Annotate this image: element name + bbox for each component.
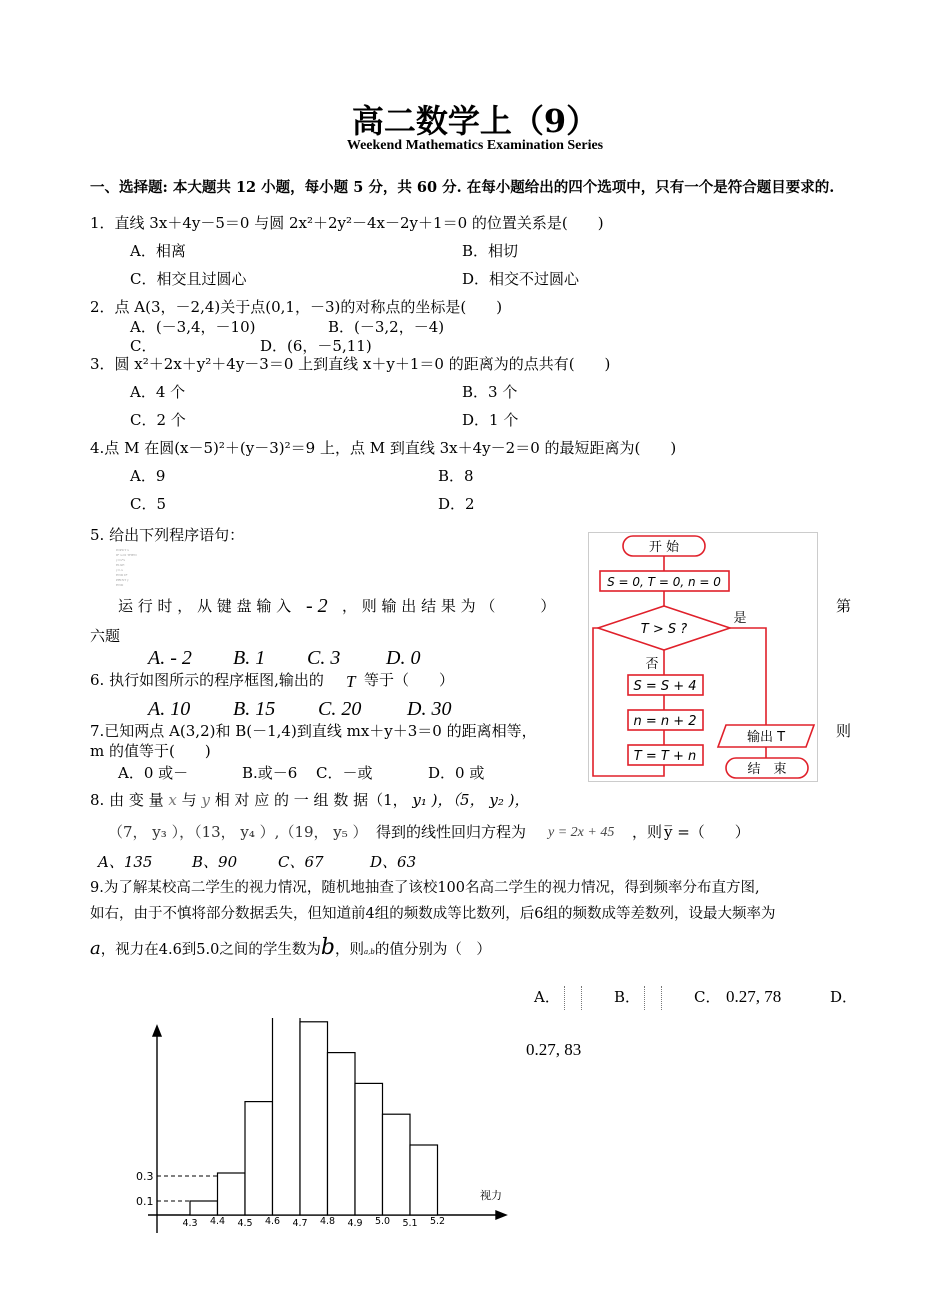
code-line: ELSE bbox=[116, 563, 125, 567]
q1-option-c: C．相交且过圆心 bbox=[130, 270, 247, 288]
q9-line1: 9.为了解某校高二学生的视力情况，随机地抽查了该校100名高二学生的视力情况，得到频率分布直方图, bbox=[90, 880, 760, 896]
q2-option-b: B．(－3,2，－4) bbox=[328, 318, 445, 336]
flow-step2-label: n = n + 2 bbox=[633, 714, 697, 729]
q8-option-a: A、135 bbox=[98, 853, 153, 871]
q2-option-c: C． bbox=[130, 337, 157, 355]
code-line: y=x*x bbox=[116, 558, 126, 562]
flow-step1-label: S = S + 4 bbox=[633, 679, 697, 694]
q8-p2: y₂ )， bbox=[489, 791, 530, 809]
q6-option-c: C. 20 bbox=[318, 698, 362, 720]
flow-no-label: 否 bbox=[645, 657, 659, 672]
q2-option-a: A．(－3,4，－10) bbox=[130, 318, 256, 336]
q9-option-c: C． bbox=[694, 988, 721, 1006]
q9-option-b: B． bbox=[614, 988, 641, 1006]
x-tick-label: 4.3 bbox=[182, 1218, 198, 1229]
histogram-bar bbox=[190, 1201, 218, 1215]
y-axis-arrow bbox=[153, 1026, 161, 1036]
q9-option-a-image bbox=[564, 986, 582, 1010]
q5-code-block bbox=[116, 548, 137, 588]
q6-note-left: 第 bbox=[836, 597, 852, 615]
code-line: INPUT x bbox=[116, 548, 129, 552]
histogram-bar bbox=[355, 1083, 383, 1215]
q8-line2-tail: 得到的线性回归方程为 bbox=[376, 823, 527, 841]
q5-option-d: D. 0 bbox=[386, 647, 421, 669]
x-tick-label: 5.0 bbox=[374, 1216, 391, 1227]
q3-option-c: C．2 个 bbox=[130, 411, 186, 429]
q4-stem: 4.点 M 在圆(x－5)²＋(y－3)²＝9 上，点 M 到直线 3x＋4y－2＝0 的最短距离为( ) bbox=[90, 439, 677, 457]
code-line: PRINT y bbox=[116, 578, 129, 582]
q9-var-a: a bbox=[90, 938, 101, 959]
page-subtitle: Weekend Mathematics Examination Series bbox=[346, 138, 604, 153]
q5-option-b: B. 1 bbox=[233, 647, 266, 669]
histogram-bar bbox=[245, 1102, 273, 1215]
flow-cond-label: T > S ? bbox=[640, 622, 688, 637]
q2-stem: 2．点 A(3，－2,4)关于点(0,1，－3)的对称点的坐标是( ) bbox=[90, 298, 503, 316]
q9-line2: 如右，由于不慎将部分数据丢失，但知道前4组的频数成等比数列，后6组的频数成等差数列，设最大频率为 bbox=[90, 906, 776, 922]
q9-var-ab: a,b bbox=[363, 948, 375, 956]
q1-option-b: B．相切 bbox=[462, 242, 519, 260]
page-title: 高二数学上（9） bbox=[351, 102, 599, 140]
q9-line3 bbox=[90, 935, 491, 962]
q8-option-b: B、90 bbox=[192, 853, 238, 871]
q8-stem bbox=[90, 790, 529, 810]
q8-ybar: y̅ =（ ） bbox=[664, 823, 750, 841]
q8-ask: ，则 bbox=[632, 823, 663, 841]
q8-x: x bbox=[168, 791, 177, 809]
q5-input-value: - 2 bbox=[306, 595, 328, 617]
histogram-bar bbox=[273, 1018, 301, 1215]
q8-option-d: D、63 bbox=[370, 853, 417, 871]
x-axis-label: 视力 bbox=[480, 1189, 502, 1202]
q9-option-d: D． bbox=[830, 988, 858, 1006]
q1-stem: 1．直线 3x＋4y－5＝0 与圆 2x²＋2y²－4x－2y＋1＝0 的位置关系是( ) bbox=[90, 214, 604, 232]
q3-option-d: D．1 个 bbox=[462, 411, 519, 429]
q6-stem-tail: 等于（ ） bbox=[364, 671, 455, 689]
q8-stem-mid: 相 对 应 的 一 组 数 据（1， bbox=[214, 791, 408, 809]
q6-option-a: A. 10 bbox=[148, 698, 191, 720]
flow-init-label: S = 0, T = 0, n = 0 bbox=[607, 575, 721, 589]
y-tick-01: 0.1 bbox=[136, 1195, 154, 1208]
x-tick-label: 4.5 bbox=[237, 1218, 253, 1229]
q5-stem: 5. 给出下列程序语句： bbox=[90, 526, 245, 544]
q7-stem2: m 的值等于( ) bbox=[90, 742, 211, 760]
q8-option-c: C、67 bbox=[278, 853, 324, 871]
q5-run-text: 运 行 时 ， 从 键 盘 输 入 bbox=[118, 597, 292, 615]
q6-var: T bbox=[346, 672, 356, 691]
q5-run-tail: ， 则 输 出 结 果 为 （ ） bbox=[342, 597, 556, 615]
histogram-bar bbox=[328, 1053, 356, 1215]
x-tick-label: 4.8 bbox=[319, 1216, 336, 1227]
q8-line2: （7， y₃ ），（13， y₄ ）,（19， y₅ ） bbox=[108, 823, 368, 841]
x-tick-label: 5.1 bbox=[402, 1218, 418, 1229]
q4-option-a: A．9 bbox=[130, 467, 166, 485]
q1-option-d: D．相交不过圆心 bbox=[462, 270, 580, 288]
q4-option-d: D．2 bbox=[438, 495, 475, 513]
histogram-bar bbox=[218, 1173, 246, 1215]
q7-stem: 7.已知两点 A(3,2)和 B(－1,4)到直线 mx＋y＋3＝0 的距离相等， bbox=[90, 722, 537, 740]
q6-stem: 6. 执行如图所示的程序框图,输出的 bbox=[90, 671, 324, 689]
q9-option-d-value: 0.27, 83 bbox=[526, 1040, 582, 1059]
q4-option-b: B．8 bbox=[438, 467, 474, 485]
section-heading: 一、选择题: 本大题共 12 小题，每小题 5 分，共 60 分. 在每小题给出的四个选项中，只有一个是符合题目要求的. bbox=[90, 179, 835, 196]
flow-step3-label: T = T + n bbox=[633, 749, 697, 764]
x-tick-label: 4.7 bbox=[292, 1218, 308, 1229]
q2-option-d: D．(6，－5,11) bbox=[260, 337, 372, 355]
q3-stem: 3．圆 x²＋2x＋y²＋4y－3＝0 上到直线 x＋y＋1＝0 的距离为的点共有( ) bbox=[90, 355, 611, 373]
x-axis-arrow bbox=[496, 1211, 506, 1219]
flow-start-label: 开 始 bbox=[648, 540, 680, 555]
q4-option-c: C．5 bbox=[130, 495, 167, 513]
q8-p1: y₁ )，（5， bbox=[412, 791, 485, 809]
q7-option-d: D．0 或 bbox=[428, 764, 485, 782]
q8-and: 与 bbox=[181, 791, 197, 809]
x-tick-label: 4.6 bbox=[264, 1216, 281, 1227]
code-line: y=-x bbox=[116, 568, 123, 572]
flow-output-label: 输出 T bbox=[746, 730, 786, 745]
q6-option-b: B. 15 bbox=[233, 698, 276, 720]
q6-note-right: 六题 bbox=[90, 627, 121, 645]
flow-yes-label: 是 bbox=[733, 611, 747, 626]
q7-option-c: C．－或 bbox=[316, 764, 373, 782]
code-line: END bbox=[116, 583, 124, 587]
code-line: IF x<0 THEN bbox=[116, 553, 137, 557]
q9-line3-d: ，则 bbox=[334, 942, 364, 958]
q5-option-c: C. 3 bbox=[307, 647, 341, 669]
x-tick-label: 4.9 bbox=[347, 1218, 363, 1229]
y-tick-03: 0.3 bbox=[136, 1170, 154, 1183]
q9-option-b-image bbox=[644, 986, 662, 1010]
q1-option-a: A．相离 bbox=[130, 242, 186, 260]
q9-line3-f: 的值分别为（ ） bbox=[374, 942, 491, 958]
histogram-bar bbox=[410, 1145, 438, 1215]
q3-option-b: B．3 个 bbox=[462, 383, 518, 401]
histogram-bar bbox=[383, 1114, 411, 1215]
q3-option-a: A．4 个 bbox=[130, 383, 186, 401]
flowchart-figure bbox=[588, 532, 818, 782]
q9-var-b: b bbox=[320, 935, 335, 960]
histogram-figure bbox=[120, 1018, 520, 1243]
q8-equation: y = 2x + 45 bbox=[548, 825, 615, 840]
q9-option-c-value: 0.27, 78 bbox=[726, 987, 782, 1006]
code-line: END IF bbox=[116, 573, 128, 577]
q8-y: y bbox=[201, 791, 210, 809]
q8-stem-start: 8. 由 变 量 bbox=[90, 791, 164, 809]
q7-stem-tail: 则 bbox=[836, 722, 852, 740]
q7-option-b: B.或－6 bbox=[242, 764, 298, 782]
q5-option-a: A. - 2 bbox=[148, 647, 192, 669]
q9-line3-b: ，视力在4.6到5.0之间的学生数为 bbox=[100, 942, 321, 958]
q9-option-a: A． bbox=[534, 988, 560, 1006]
x-tick-label: 4.4 bbox=[209, 1216, 226, 1227]
histogram-bar bbox=[300, 1022, 328, 1215]
flow-end-label: 结 束 bbox=[747, 762, 787, 777]
q6-option-d: D. 30 bbox=[407, 698, 452, 720]
x-tick-label: 5.2 bbox=[429, 1216, 446, 1227]
q7-option-a: A．0 或－ bbox=[118, 764, 189, 782]
